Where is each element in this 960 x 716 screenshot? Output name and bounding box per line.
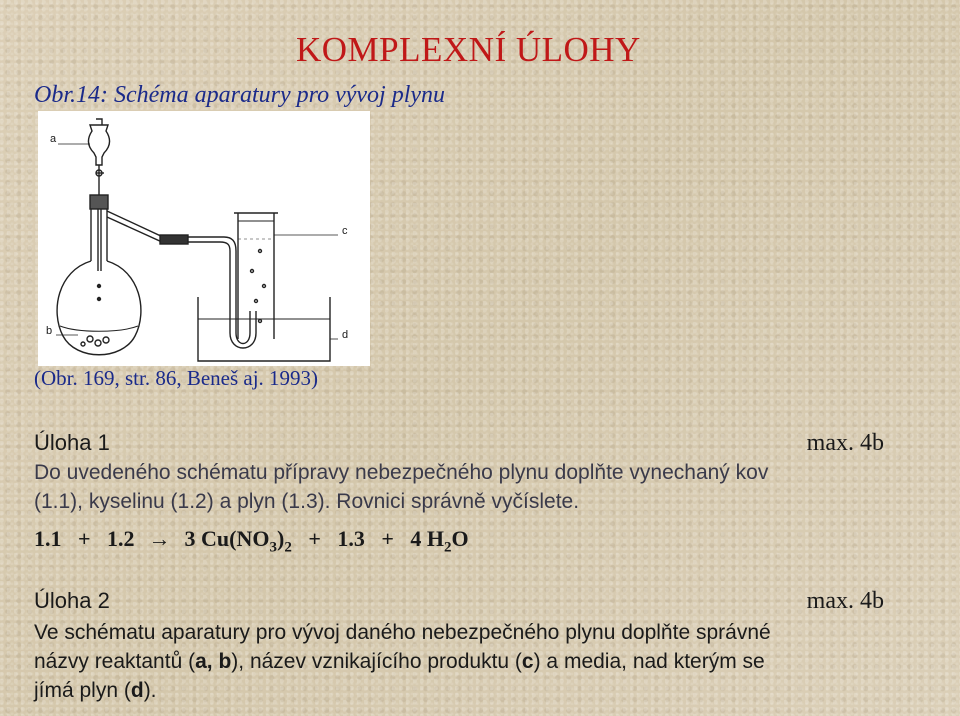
figure-source: (Obr. 169, str. 86, Beneš aj. 1993)	[34, 366, 319, 390]
task1-line1: Do uvedeného schématu přípravy nebezpečného plynu doplňte vynechaný kov	[34, 461, 769, 484]
apparatus-figure	[38, 111, 370, 366]
eq-oxygen: O	[451, 526, 469, 551]
t2-l3-b: d	[130, 679, 144, 702]
page-title: KOMPLEXNÍ ÚLOHY	[296, 30, 641, 69]
eq-products: + 1.3 + 4 H	[291, 526, 445, 551]
figure-caption: Obr.14: Schéma aparatury pro vývoj plynu	[34, 82, 446, 108]
t2-l2-c: ), název vznikajícího produktu (	[231, 650, 522, 673]
figure-label-d: d	[342, 329, 349, 341]
task1-points: max. 4b	[806, 430, 884, 456]
eq-paren: )	[277, 526, 285, 551]
figure-label-c: c	[342, 225, 348, 237]
t2-l2-a: názvy reaktantů (	[34, 650, 196, 673]
task1-header	[34, 430, 884, 457]
task2-line3	[34, 676, 904, 705]
task2-line1: Ve schématu aparatury pro vývoj daného nebezpečného plynu doplňte správné	[34, 621, 771, 644]
t2-l2-d: ) a media, nad kterým se	[533, 650, 765, 673]
eq-cu-nitrate: 3 Cu(NO	[184, 526, 270, 551]
eq-sub-h2: 2	[444, 539, 452, 556]
task2-header	[34, 588, 884, 615]
t2-l3-a: jímá plyn (	[34, 679, 131, 702]
t2-l2-ab: a, b	[195, 650, 232, 673]
t2-l3-c: ).	[143, 679, 157, 702]
eq-arrow: →	[148, 526, 171, 551]
task2-line2	[34, 647, 904, 676]
task1-heading: Úloha 1	[34, 430, 110, 455]
task2-text	[34, 618, 904, 705]
task2-points: max. 4b	[806, 588, 884, 614]
eq-sub-3: 3	[269, 539, 277, 556]
task2-heading: Úloha 2	[34, 588, 110, 613]
eq-reactants: 1.1 + 1.2	[34, 526, 135, 551]
t2-l2-cb: c	[521, 650, 534, 673]
figure-label-b: b	[46, 325, 53, 337]
task1-equation	[34, 526, 469, 556]
task1-line2: (1.1), kyselinu (1.2) a plyn (1.3). Rovnici správně vyčíslete.	[34, 490, 580, 513]
task1-text	[34, 458, 904, 516]
eq-sub-2: 2	[284, 539, 292, 556]
figure-label-a: a	[50, 133, 57, 145]
